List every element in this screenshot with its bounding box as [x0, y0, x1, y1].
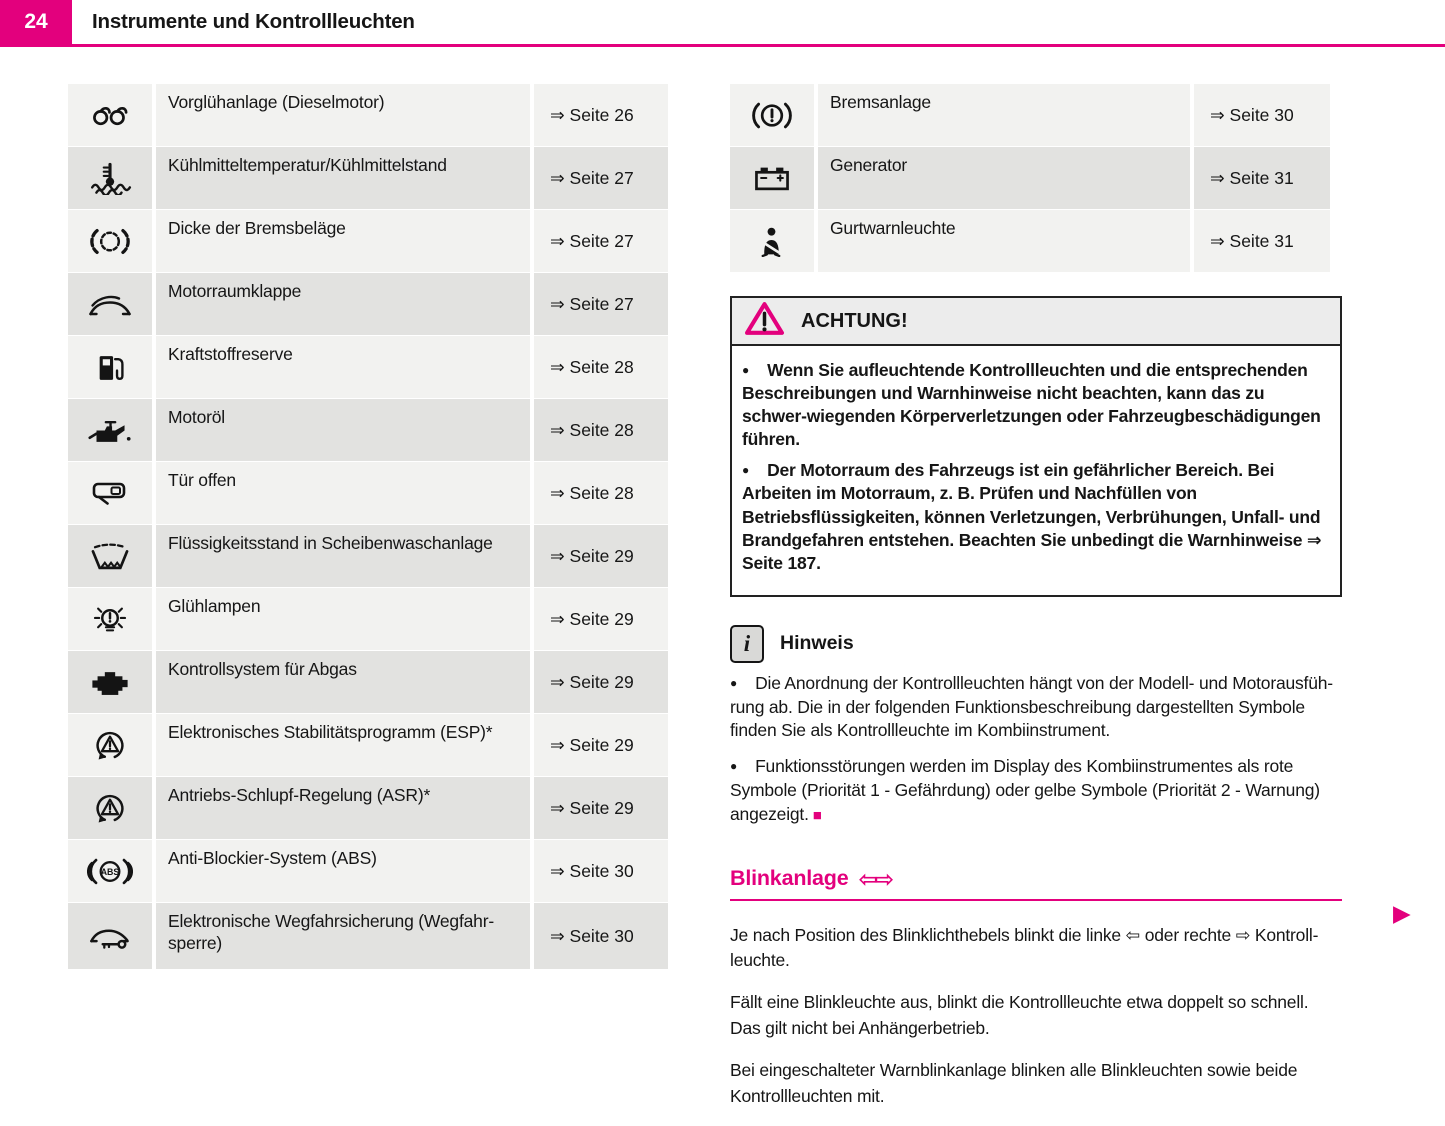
section-title: Blinkanlage: [730, 865, 849, 890]
bonnet-icon: [87, 290, 133, 318]
warning-light-label: Motorraumklappe: [156, 273, 530, 335]
warning-light-label: Kühlmitteltemperatur/Kühlmittelstand: [156, 147, 530, 209]
page-reference[interactable]: ⇒ Seite 27: [534, 273, 668, 335]
table-row: [68, 84, 652, 146]
page-reference[interactable]: ⇒ Seite 29: [534, 777, 668, 839]
page-reference[interactable]: ⇒ Seite 31: [1194, 210, 1330, 272]
table-row: [68, 147, 652, 209]
page-reference[interactable]: ⇒ Seite 28: [534, 462, 668, 524]
warning-lights-table-left: [68, 84, 652, 970]
esp-icon: [87, 730, 133, 761]
turn-signal-arrows-icon: ⇦⇨: [858, 865, 892, 892]
washer-fluid-icon: [87, 541, 133, 572]
page-reference[interactable]: ⇒ Seite 31: [1194, 147, 1330, 209]
page-reference[interactable]: ⇒ Seite 29: [534, 525, 668, 587]
table-row: [68, 840, 652, 902]
warning-light-label: Kontrollsystem für Abgas: [156, 651, 530, 713]
section-end-square: ■: [812, 806, 822, 824]
seatbelt-warning-icon: [749, 226, 795, 257]
warning-light-label: Glühlampen: [156, 588, 530, 650]
asr-icon: [87, 793, 133, 824]
page-reference[interactable]: ⇒ Seite 29: [534, 588, 668, 650]
engine-oil-icon: [87, 417, 133, 444]
coolant-temperature-icon: [87, 161, 133, 195]
table-row: [68, 714, 652, 776]
warning-light-label: Generator: [818, 147, 1190, 209]
paragraph: Bei eingeschalteter Warnblinkanlage blinken alle Blinkleuchten sowie beide Kontrollleuchten mit.: [730, 1060, 1298, 1106]
warning-bullet: ● Wenn Sie aufleuchtende Kontrollleuchten und die entsprechenden Beschreibungen und Warnhinweise nicht beachten, kann das zu schwer-wiegenden Körperverletzungen oder Fahrzeugbeschädigungen führen.: [742, 359, 1330, 451]
warning-light-label: Motoröl: [156, 399, 530, 461]
fuel-reserve-icon: [87, 352, 133, 383]
warning-lights-table-right: [730, 84, 1342, 272]
warning-light-label: Kraftstoffreserve: [156, 336, 530, 398]
page-reference[interactable]: ⇒ Seite 26: [534, 84, 668, 146]
note-bullet: ● Funktionsstörungen werden im Display des Kombiinstrumentes als rote Symbole (Priorität 1 - Gefährdung) oder gelbe Symbole (Priorität 2 - Warnung) angezeigt. ■: [730, 755, 1342, 826]
note-section: [730, 625, 1342, 827]
table-row: [68, 525, 652, 587]
page-reference[interactable]: ⇒ Seite 27: [534, 210, 668, 272]
table-row: [730, 147, 1342, 209]
immobilizer-icon: [87, 922, 133, 951]
page-reference[interactable]: ⇒ Seite 28: [534, 336, 668, 398]
page-reference[interactable]: ⇒ Seite 28: [534, 399, 668, 461]
page-reference[interactable]: ⇒ Seite 29: [534, 714, 668, 776]
warning-box: [730, 296, 1342, 597]
table-row: [68, 462, 652, 524]
table-row: [68, 903, 652, 969]
table-row: [68, 336, 652, 398]
warning-light-label: Flüssigkeitsstand in Scheibenwaschanlage: [156, 525, 530, 587]
brake-pads-icon: [87, 227, 133, 256]
warning-light-label: Antriebs-Schlupf-Regelung (ASR)*: [156, 777, 530, 839]
page-number-block: 24: [0, 0, 72, 44]
table-row: [730, 84, 1342, 146]
page-reference[interactable]: ⇒ Seite 27: [534, 147, 668, 209]
warning-light-label: Anti-Blockier-System (ABS): [156, 840, 530, 902]
table-row: [730, 210, 1342, 272]
warning-light-label: Bremsanlage: [818, 84, 1190, 146]
exhaust-control-icon: [87, 668, 133, 697]
table-row: [68, 651, 652, 713]
page-reference[interactable]: ⇒ Seite 30: [534, 903, 668, 969]
table-row: [68, 588, 652, 650]
warning-light-label: Vorglühanlage (Dieselmotor): [156, 84, 530, 146]
abs-icon: [87, 857, 133, 886]
warning-bullet: ● Der Motorraum des Fahrzeugs ist ein gefährlicher Bereich. Bei Arbeiten im Motorraum, z. B. Prüfen und Nachfüllen von Betriebsflüssigkeiten, können Verletzungen, Verbrühungen, Unfall- und Brandgefahren entstehen. Beachten Sie unbedingt die Warnhinweise ⇒ Seite 187.: [742, 459, 1330, 574]
bulb-icon: [87, 604, 133, 635]
table-row: [68, 399, 652, 461]
page-title: Instrumente und Kontrollleuchten: [92, 10, 415, 33]
table-row: [68, 210, 652, 272]
warning-light-label: Elektronisches Stabilitätsprogramm (ESP)*: [156, 714, 530, 776]
svg-text:ABS: ABS: [100, 866, 120, 877]
table-row: [68, 777, 652, 839]
door-open-icon: [87, 479, 133, 507]
note-bullet: ● Die Anordnung der Kontrollleuchten hängt von der Modell- und Motorausfüh-rung ab. Die in der folgenden Funktionsbeschreibung dargestellten Symbole finden Sie als Kontrollleuchte im Kombiinstrument.: [730, 672, 1342, 743]
paragraph: Fällt eine Blinkleuchte aus, blinkt die Kontrollleuchte etwa doppelt so schnell. Das gilt nicht bei Anhängerbetrieb.: [730, 992, 1309, 1038]
page-reference[interactable]: ⇒ Seite 30: [1194, 84, 1330, 146]
paragraph: Je nach Position des Blinklichthebels blinkt die linke ⇦ oder rechte ⇨ Kontroll-leuchte.: [730, 924, 1319, 970]
brake-system-icon: [749, 100, 795, 131]
glow-plug-icon: [87, 102, 133, 129]
note-title: Hinweis: [780, 632, 854, 655]
page-reference[interactable]: ⇒ Seite 29: [534, 651, 668, 713]
info-icon: i: [730, 625, 764, 663]
warning-triangle-icon: [744, 300, 785, 342]
generator-battery-icon: [749, 164, 795, 193]
blinker-section: [730, 865, 1342, 1109]
right-column: [730, 84, 1342, 1126]
warning-light-label: Gurtwarnleuchte: [818, 210, 1190, 272]
table-row: [68, 273, 652, 335]
warning-light-label: Tür offen: [156, 462, 530, 524]
page-reference[interactable]: ⇒ Seite 30: [534, 840, 668, 902]
warning-light-label: Dicke der Bremsbeläge: [156, 210, 530, 272]
continuation-arrow-icon: ▶: [1393, 900, 1411, 926]
warning-light-label: Elektronische Wegfahrsicherung (Wegfahr-sperre): [156, 903, 530, 969]
header-rule: [0, 44, 1445, 47]
warning-box-title: ACHTUNG!: [801, 309, 908, 332]
